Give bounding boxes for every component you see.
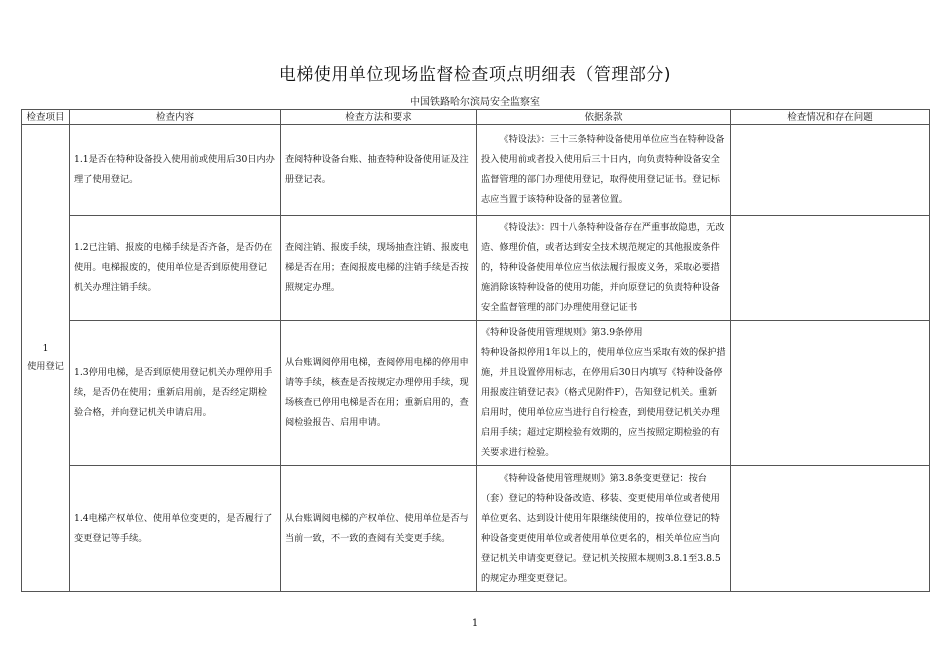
issues-cell[interactable]	[731, 321, 930, 466]
basis-text: 《特种设备使用管理规则》第3.9条停用 特种设备拟停用1年以上的，使用单位应当采取有效的保护措施，并且设置停用标志，在停用后30日内填写《特种设备停用报废注销登记表》（格式见附件F），告知登记机关。重新启用时，使用单位应当进行自行检查，到使用登记机关办理启用手续；超过定期检验有效期的，应当按照定期检验的有关要求进行检验。	[481, 327, 726, 458]
column-header-item: 检查项目	[22, 110, 70, 125]
basis-text: 《特种设备使用管理规则》第3.8条变更登记：按台（套）登记的特种设备改造、移装、变更使用单位或者使用单位更名、达到设计使用年限继续使用的，按单位登记的特种设备变更使用单位或者使用单位更名的，相关单位应当向登记机关申请变更登记。登记机关按照本规则3.8.1至3.8.5的规定办理变更登记。	[481, 472, 721, 584]
content-cell: 1.2已注销、报废的电梯手续是否齐备，是否仍在使用。电梯报废的，使用单位是否到原使用登记机关办理注销手续。	[70, 216, 281, 321]
table-row	[22, 125, 930, 216]
column-header-basis: 依据条款	[477, 110, 731, 125]
content-cell: 1.4电梯产权单位、使用单位变更的，是否履行了变更登记等手续。	[70, 466, 281, 592]
column-header-content: 检查内容	[70, 110, 281, 125]
page-subtitle: 中国铁路哈尔滨局安全监察室	[410, 97, 540, 108]
issues-cell[interactable]	[731, 466, 930, 592]
page-title: 电梯使用单位现场监督检查项点明细表（管理部分)	[278, 65, 672, 85]
page-number: 1	[471, 618, 479, 629]
issues-cell[interactable]	[731, 216, 930, 321]
category-number: 1	[42, 343, 49, 354]
basis-cell	[477, 466, 731, 592]
content-cell: 1.3停用电梯，是否到原使用登记机关办理停用手续，是否仍在使用；重新启用前，是否经定期检验合格，并向登记机关申请启用。	[70, 321, 281, 466]
content-cell: 1.1是否在特种设备投入使用前或使用后30日内办理了使用登记。	[70, 125, 281, 216]
category-name: 使用登记	[27, 361, 64, 372]
table-row	[22, 321, 930, 466]
method-cell: 查阅注销、报废手续，现场抽查注销、报废电梯是否在用；查阅报废电梯的注销手续是否按照规定办理。	[281, 216, 477, 321]
category-cell	[22, 125, 70, 592]
basis-text: 《特设法》：四十八条特种设备存在严重事故隐患，无改造、修理价值，或者达到安全技术规范规定的其他报废条件的，特种设备使用单位应当依法履行报废义务，采取必要措施消除该特种设备的使用功能，并向原登记的负责特种设备安全监督管理的部门办理使用登记证书	[481, 222, 725, 313]
method-cell: 从台账调阅电梯的产权单位、使用单位是否与当前一致，不一致的查阅有关变更手续。	[281, 466, 477, 592]
method-cell: 查阅特种设备台账、抽查特种设备使用证及注册登记表。	[281, 125, 477, 216]
column-header-method: 检查方法和要求	[281, 110, 477, 125]
inspection-table	[21, 109, 930, 592]
table-row	[22, 466, 930, 592]
column-header-issues: 检查情况和存在问题	[731, 110, 930, 125]
method-cell: 从台账调阅停用电梯，查阅停用电梯的停用申请等手续，核查是否按规定办理停用手续，现场核查已停用电梯是否在用；重新启用的，查阅检验报告、启用申请。	[281, 321, 477, 466]
basis-cell	[477, 216, 731, 321]
issues-cell[interactable]	[731, 125, 930, 216]
basis-text: 《特设法》：三十三条特种设备使用单位应当在特种设备投入使用前或者投入使用后三十日内，向负责特种设备安全监督管理的部门办理使用登记，取得使用登记证书。登记标志应当置于该特种设备的显著位置。	[481, 134, 725, 205]
basis-cell	[477, 125, 731, 216]
table-row	[22, 216, 930, 321]
basis-cell	[477, 321, 731, 466]
table-header-row	[22, 110, 930, 125]
